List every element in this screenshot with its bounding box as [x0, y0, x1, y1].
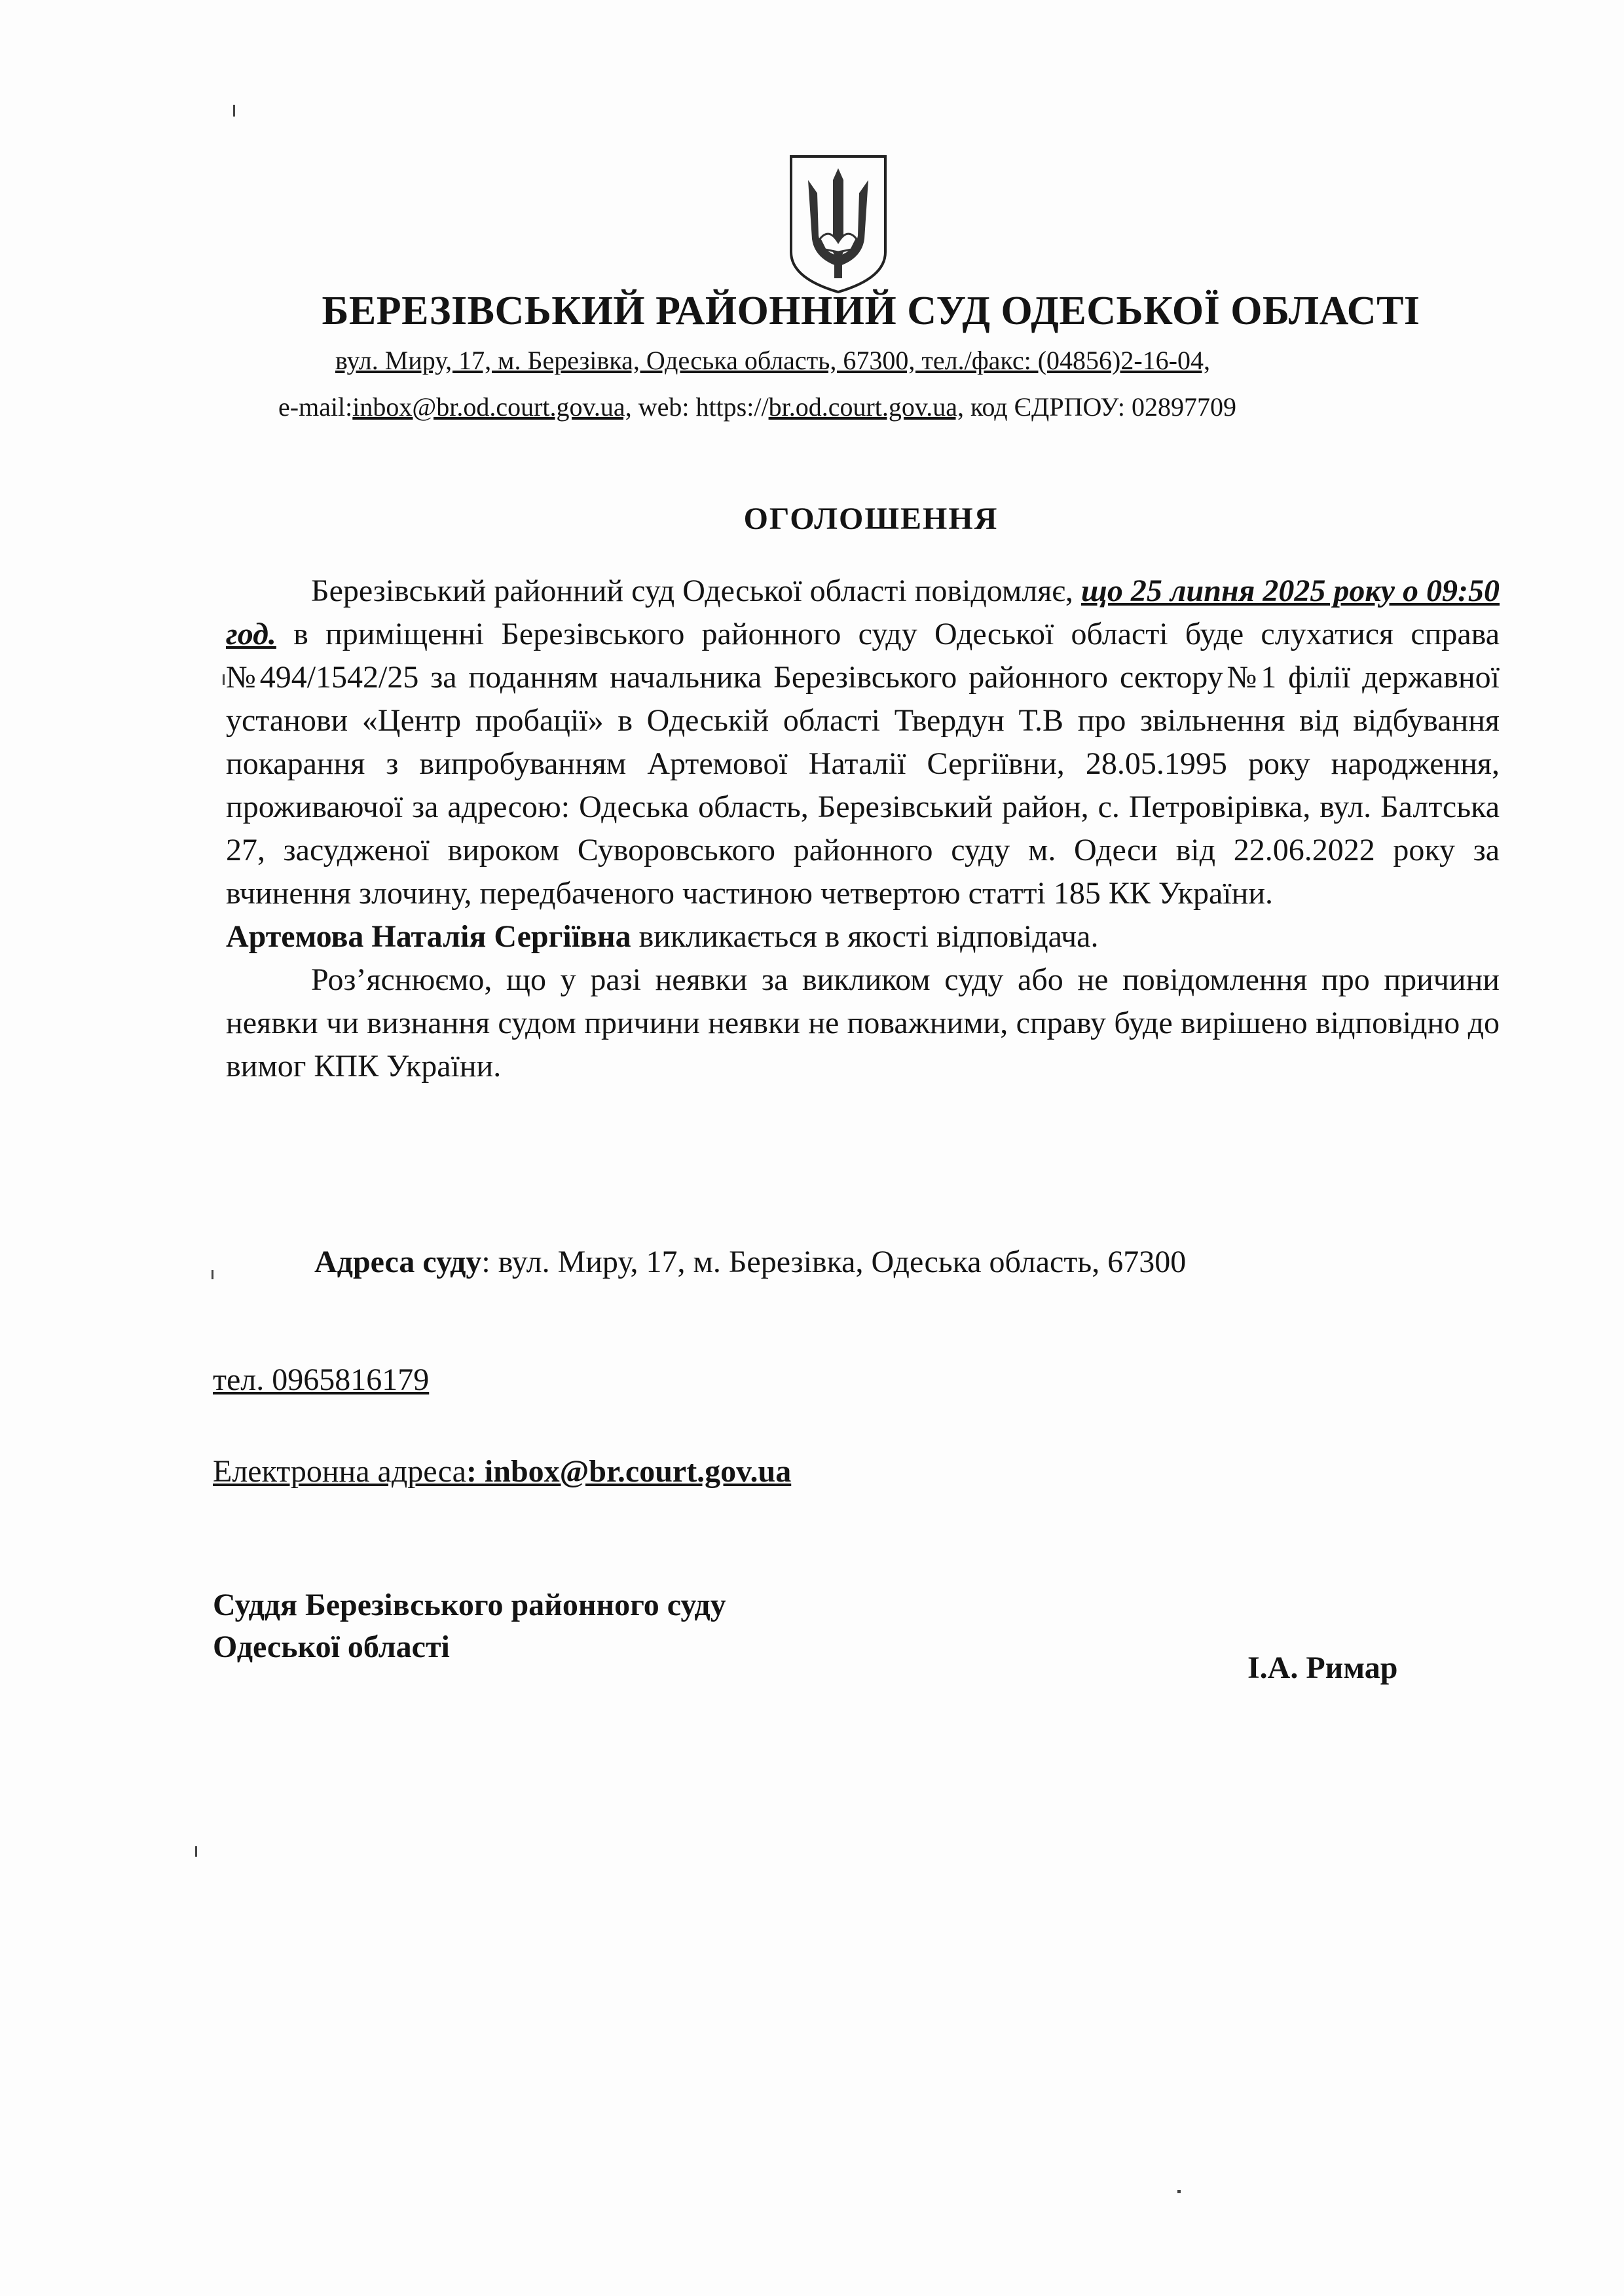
summons-text: викликається в якості відповідача. — [631, 919, 1099, 954]
scan-mark — [1177, 2190, 1181, 2193]
edrpou-code: код ЄДРПОУ: 02897709 — [964, 392, 1237, 422]
scan-mark — [223, 674, 225, 685]
scan-mark — [195, 1846, 197, 1857]
court-web-link[interactable]: br.od.court.gov.ua, — [768, 392, 965, 422]
email-label: Електронна адреса — [213, 1454, 466, 1489]
court-contacts-line — [278, 392, 1236, 422]
signature-name: І.А. Римар — [1247, 1650, 1398, 1685]
court-email-link[interactable]: inbox@br.od.court.gov.ua, — [352, 392, 632, 422]
signature-position-line-1: Суддя Березівського районного суду — [213, 1588, 726, 1622]
court-name: БЕРЕЗІВСЬКИЙ РАЙОННИЙ СУД ОДЕСЬКОЇ ОБЛАСТІ — [322, 289, 1420, 333]
document-title: ОГОЛОШЕННЯ — [743, 501, 999, 536]
address-label: Адреса суду — [314, 1245, 482, 1279]
phone-contact[interactable]: тел. 0965816179 — [213, 1362, 430, 1397]
court-address: вул. Миру, 17, м. Березівка, Одеська область, 67300, тел./факс: (04856)2-16-04, — [335, 346, 1210, 375]
announcement-paragraph-2 — [226, 915, 1500, 958]
announcement-paragraph-3: Роз’яснюємо, що у разі неявки за викликом суду або не повідомлення про причини неявки чи визнання судом причини неявки не поважними, справу буде вирішено відповідно до вимог КПК України. — [226, 962, 1500, 1084]
paragraph-lead: Березівський районний суд Одеської області повідомляє, — [311, 574, 1081, 608]
signature-position-line-2: Одеської області — [213, 1630, 450, 1664]
signature-position — [213, 1584, 726, 1668]
email-prefix: e-mail: — [278, 392, 353, 422]
court-address-line — [335, 345, 1210, 376]
paragraph-rest: в приміщенні Березівського районного суду Одеської області буде слухатися справа №494/1542/25 за поданням начальника Березівського районного сектору№1 філії державної установи «Центр пробації» в Одеській області Твердун Т.В про звільнення від відбування покарання з випробуванням Артемової Наталії Сергіївни, 28.05.1995 року народження, проживаючої за адресою: Одеська область, Березівський район, с. Петровірівка, вул. Балтська 27, засудженої вироком Суворовського районного суду м. Одеси від 22.06.2022 року за вчинення злочину, передбаченого частиною четвертою статті 185 КК України. — [226, 617, 1500, 911]
coat-of-arms-icon — [786, 154, 891, 295]
address-value: : вул. Миру, 17, м. Березівка, Одеська область, 67300 — [481, 1245, 1187, 1279]
hearing-datetime: що 25 липня 2025 року о 09:50 год. — [226, 574, 1500, 651]
defendant-name: Артемова Наталія Сергіївна — [226, 919, 631, 954]
scan-mark — [233, 105, 235, 117]
email-contact[interactable] — [213, 1453, 791, 1489]
announcement-paragraph-1 — [226, 570, 1500, 915]
scan-mark — [212, 1270, 213, 1279]
announcement-body — [226, 570, 1500, 1088]
email-value: : inbox@br.court.gov.ua — [466, 1454, 792, 1489]
web-prefix: web: https:// — [631, 392, 769, 422]
court-address-contact — [314, 1244, 1186, 1280]
